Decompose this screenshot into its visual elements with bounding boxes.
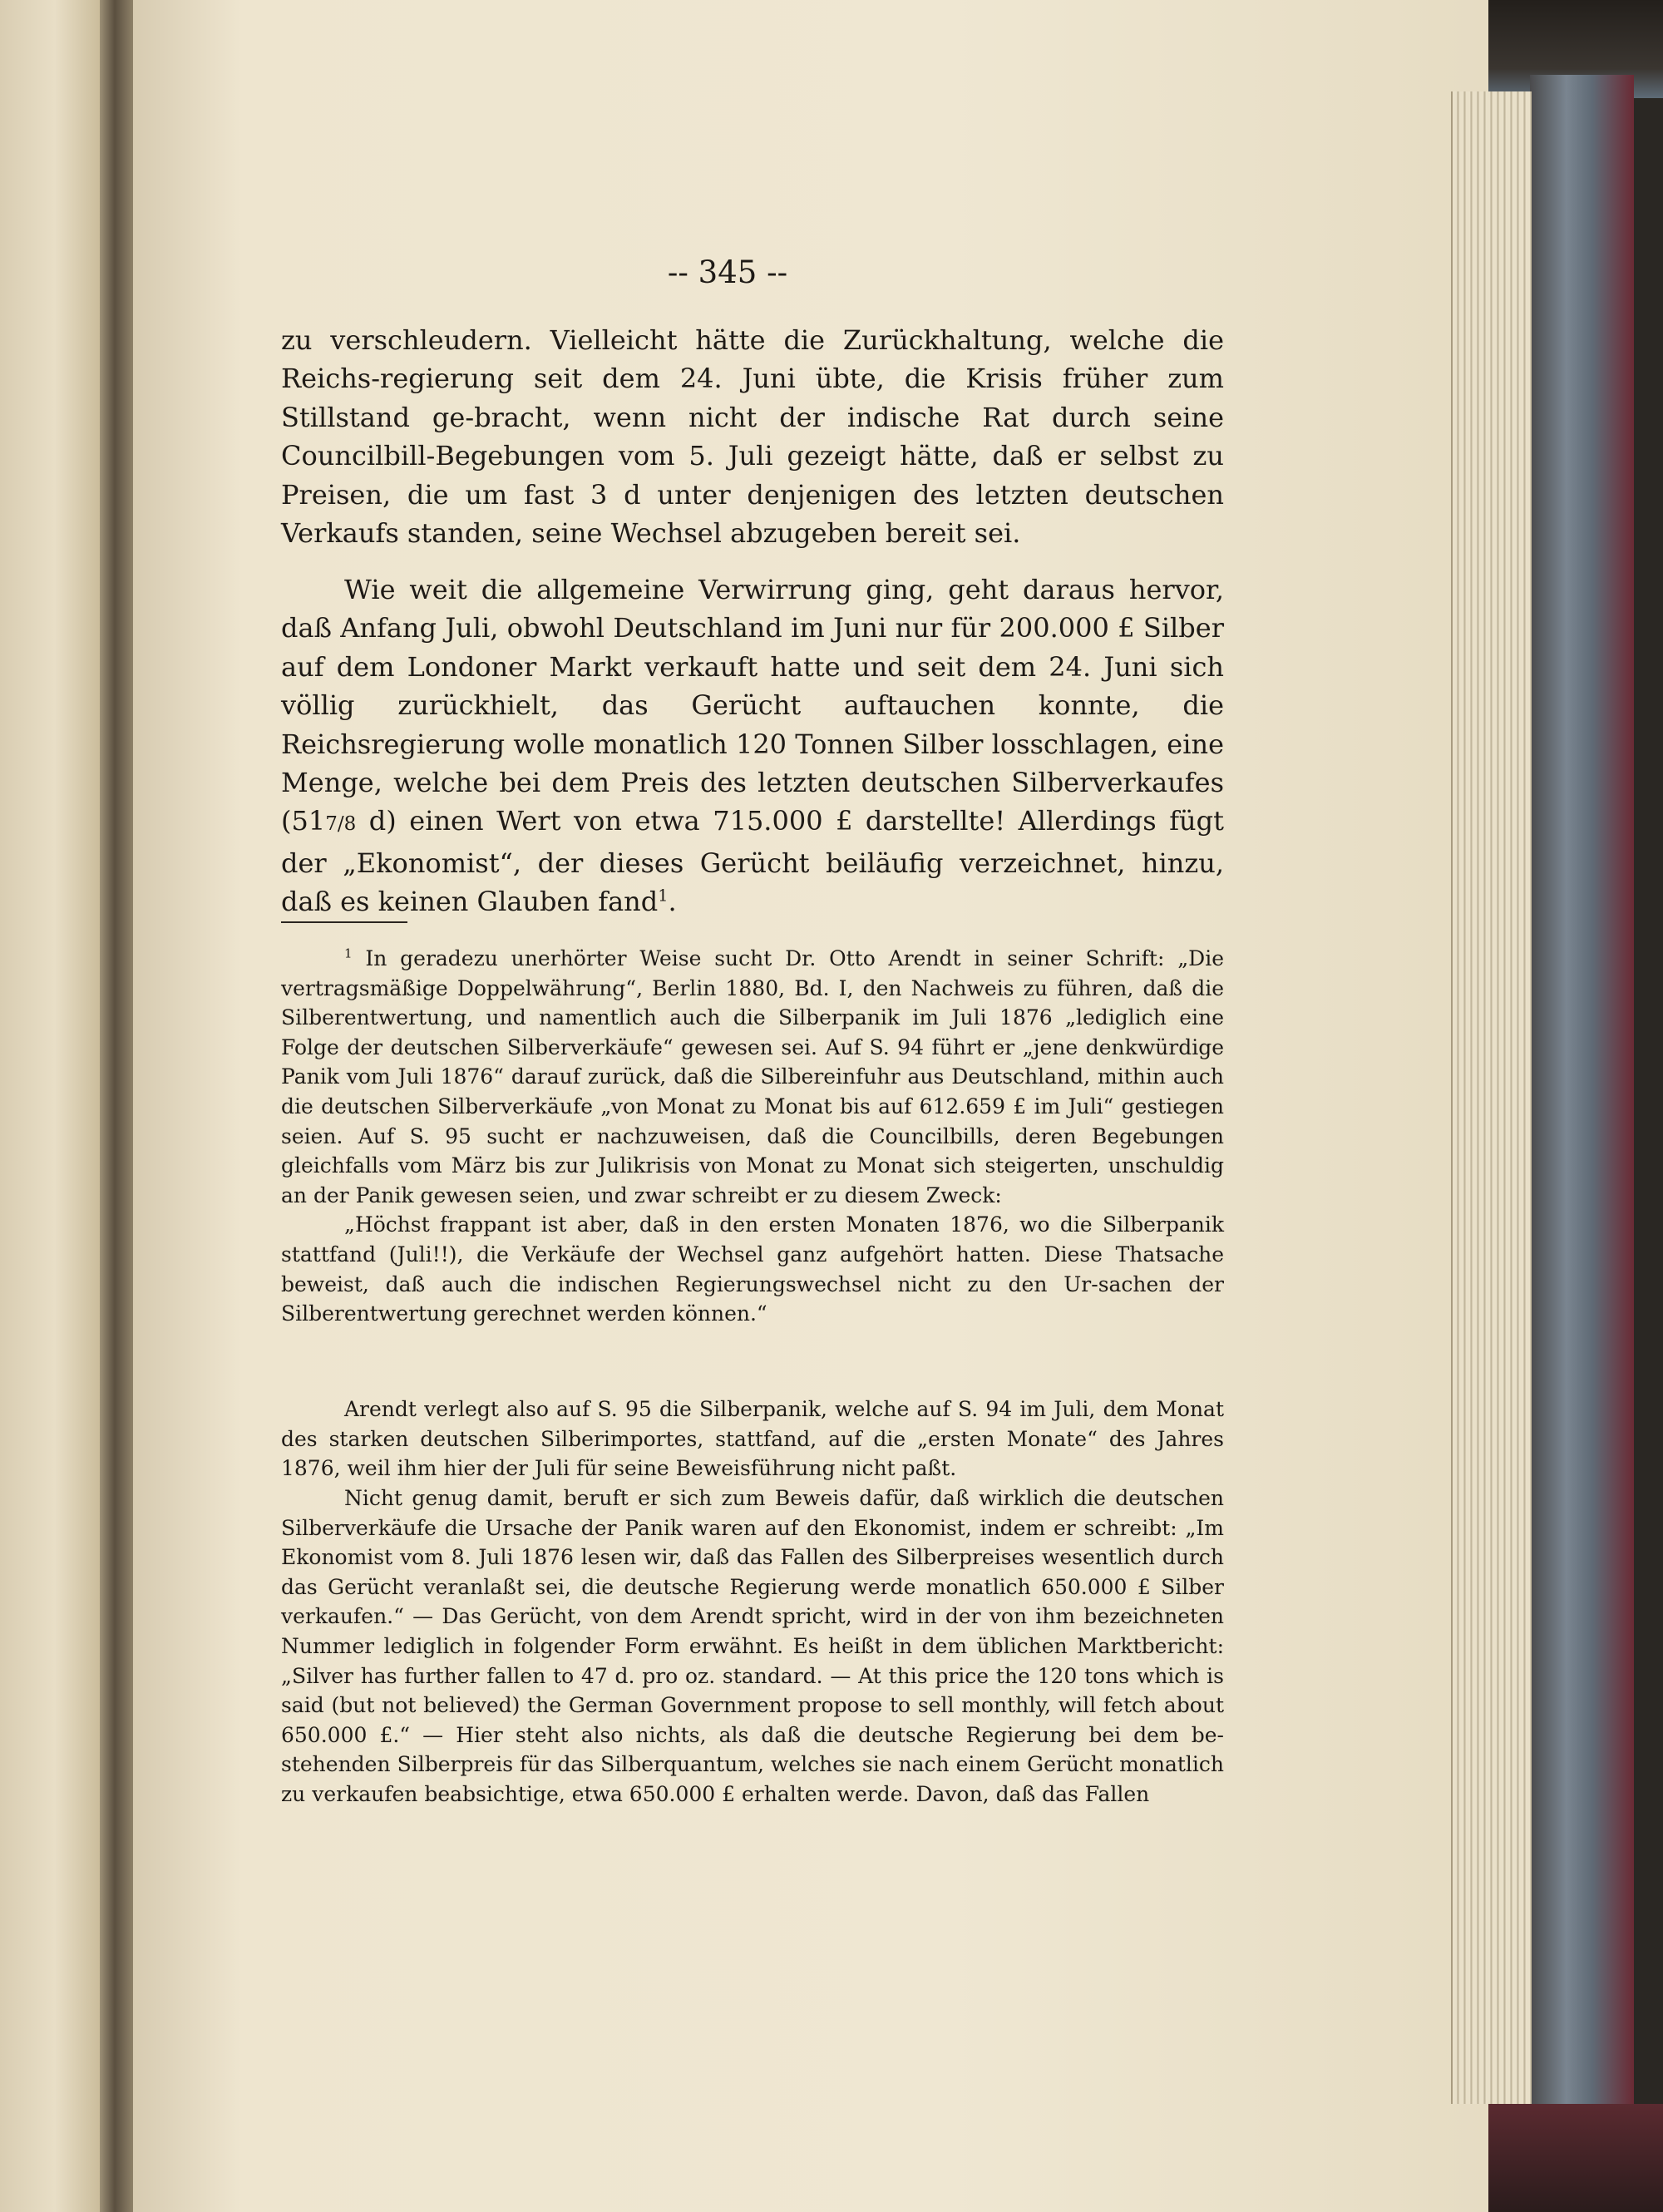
footnote-paragraph-1 (281, 944, 1224, 1210)
main-paragraph-2 (281, 570, 1224, 921)
footnote-paragraph-1-text: In geradezu unerhörter Weise sucht Dr. Otto Arendt in seiner Schrift: „Die vertragsmäßige Doppelwährung“, Berlin 1880, Bd. I, den Nachweis zu führen, daß die Silberentwertung, und namentlich auch die Silberpanik im Juli 1876 „lediglich eine Folge der deutschen Silberverkäufe“ gewesen sei. Auf S. 94 führt er „jene denkwürdige Panik vom Juli 1876“ darauf zurück, daß die Silbereinfuhr aus Deutschland, mithin auch die deutschen Silberverkäufe „von Monat zu Monat bis auf 612.659 £ im Juli“ gestiegen seien. Auf S. 95 sucht er nachzuweisen, daß die Councilbills, deren Begebungen gleichfalls vom März bis zur Julikrisis von Monat zu Monat sich steigerten, unschuldig an der Panik gewesen seien, und zwar schreibt er zu diesem Zweck: (281, 946, 1224, 1207)
footnote-reference: 1 (658, 886, 669, 906)
price-fraction: 7/8 (325, 813, 357, 836)
left-page-edge (0, 0, 100, 2212)
footnote-paragraph-3: Nicht genug damit, beruft er sich zum Beweis dafür, daß wirklich die deutschen Silberverkäufe die Ursache der Panik waren auf den Ekonomist, indem er schreibt: „Im Ekonomist vom 8. Juli 1876 lesen wir, daß das Fallen des Silberpreises wesentlich durch das Gerücht veranlaßt sei, die deutsche Regierung werde monatlich 650.000 £ Silber verkaufen.“ — Das Gerücht, von dem Arendt spricht, wird in der von ihm bezeichneten Nummer lediglich in folgender Form erwähnt. Es heißt in dem üblichen Marktbericht: „Silver has further fallen to 47 d. pro oz. standard. — At this price the 120 tons which is said (but not believed) the German Government propose to sell monthly, will fetch about 650.000 £.“ — Hier steht also nichts, als daß die deutsche Regierung bei dem be-stehenden Silberpreis für das Silberquantum, welches sie nach einem Gerücht monatlich zu verkaufen beabsichtige, etwa 650.000 £ erhalten werde. Davon, daß das Fallen (281, 1486, 1224, 1806)
main-paragraph-1-text: zu verschleudern. Vielleicht hätte die Zurückhaltung, welche die Reichs-regierung seit dem 24. Juni übte, die Krisis früher zum Stillstand ge-bracht, wenn nicht der indische Rat durch seine Councilbill-Begebungen vom 5. Juli gezeigt hätte, daß er selbst zu Preisen, die um fast 3 d unter denjenigen des letzten deutschen Verkaufs standen, seine Wechsel abzugeben bereit sei. (281, 324, 1224, 550)
main-paragraph-2-part-2: d) einen Wert von etwa 715.000 £ darstellte! Allerdings fügt der „Ekonomist“, der dieses Gerücht beiläufig verzeichnet, hinzu, daß es keinen Glauben fand (281, 805, 1224, 918)
footnote-3 (281, 1484, 1224, 1810)
footnote-1 (281, 944, 1224, 1329)
main-paragraph-2-part-1: Wie weit die allgemeine Verwirrung ging, geht daraus hervor, daß Anfang Juli, obwohl Deutschland im Juni nur für 200.000 £ Silber auf dem Londoner Markt verkauft hatte und seit dem 24. Juni sich völlig zurückhielt, das Gerücht auftauchen konnte, die Reichsregierung wolle monatlich 120 Tonnen Silber losschlagen, eine Menge, welche bei dem Preis des letzten deutschen Silberverkaufes (51 (281, 574, 1224, 837)
footnote-2 (281, 1395, 1224, 1484)
book-cover-right (1530, 75, 1634, 2121)
main-paragraph-2-end: . (668, 886, 677, 918)
page-number: -- 345 -- (667, 254, 788, 290)
footnote-marker: 1 (344, 946, 353, 961)
footnote-separator (281, 921, 407, 923)
footnote-paragraph-2: Arendt verlegt also auf S. 95 die Silberpanik, welche auf S. 94 im Juli, dem Monat des starken deutschen Silberimportes, stattfand, auf die „ersten Monate“ des Jahres 1876, weil ihm hier der Juli für seine Beweisführung nicht paßt. (281, 1397, 1224, 1481)
footnote-quote: „Höchst frappant ist aber, daß in den ersten Monaten 1876, wo die Silberpanik stattfand (Juli!!), die Verkäufe der Wechsel ganz aufgehört hatten. Diese Thatsache beweist, daß auch die indischen Regierungswechsel nicht zu den Ur-sachen der Silberentwertung gerechnet werden können.“ (281, 1212, 1224, 1326)
stacked-page-edges (1451, 91, 1532, 2104)
main-paragraph-2-text (281, 570, 1224, 921)
main-paragraph-1 (281, 321, 1224, 552)
book-gutter (100, 0, 133, 2212)
